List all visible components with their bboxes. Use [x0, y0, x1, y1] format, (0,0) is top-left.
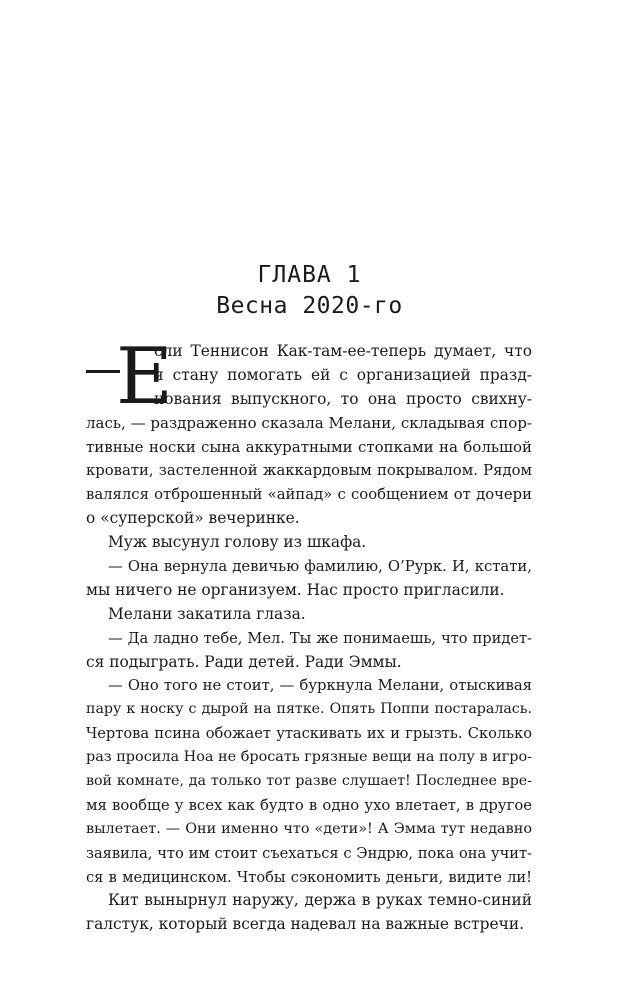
text-line: ся подыграть. Ради детей. Ради Эммы.: [86, 652, 402, 671]
text-line: мя вообще у всех как будто в одно ухо влетает, в другое: [86, 796, 532, 814]
text-line: раз просила Ноа не бросать грязные вещи на полу в игро-: [86, 749, 532, 766]
text-line: вылетает. — Они именно что «дети»! А Эмма тут недавно: [86, 820, 532, 837]
chapter-label: ГЛАВА 1: [257, 262, 362, 288]
text-line: лась, — раздраженно сказала Мелани, складывая спор-: [86, 413, 532, 432]
text-line: — Она вернула девичью фамилию, О’Рурк. И, кстати,: [108, 558, 532, 576]
text-line: вой комнате, да только тот разве слушает! Последнее вре-: [86, 773, 532, 790]
drop-cap-letter: Е: [116, 332, 173, 422]
text-line: нования выпускного, то она просто свихну-: [154, 389, 532, 408]
text-line: о «суперской» вечеринке.: [86, 509, 300, 528]
text-line: валялся отброшенный «айпад» с сообщением от дочери: [86, 486, 532, 504]
text-line: Муж высунул голову из шкафа.: [108, 533, 367, 552]
text-line: Мелани закатила глаза.: [108, 604, 306, 623]
text-line: кровати, застеленной жаккардовым покрывалом. Рядом: [86, 462, 532, 480]
text-line: галстук, который всегда надевал на важные встречи.: [86, 915, 524, 934]
text-line: Кит вынырнул наружу, держа в руках темно-синий: [108, 891, 532, 910]
text-line: пару к носку с дырой на пятке. Опять Поппи постаралась.: [86, 701, 532, 718]
text-line: Чертова псина обожает утаскивать их и грызть. Сколько: [86, 725, 532, 743]
text-line: ся в медицинском. Чтобы сэкономить деньги, видите ли!: [86, 868, 532, 886]
text-line: тивные носки сына аккуратными стопками на большой: [86, 437, 532, 456]
text-line: — Оно того не стоит, — буркнула Мелани, отыскивая: [108, 677, 532, 695]
text-line: мы ничего не организуем. Нас просто пригласили.: [86, 580, 505, 599]
text-line: заявила, что им стоит съехаться с Эндрю, пока она учит-: [86, 844, 532, 862]
body-text: [86, 332, 532, 937]
text-line: сли Теннисон Как-там-ее-теперь думает, что: [154, 342, 532, 360]
text-line: я стану помогать ей с организацией празд-: [154, 365, 532, 384]
text-line: — Да ладно тебе, Мел. Ты же понимаешь, что придет-: [108, 629, 532, 647]
chapter-subtitle: Весна 2020-го: [216, 293, 403, 319]
